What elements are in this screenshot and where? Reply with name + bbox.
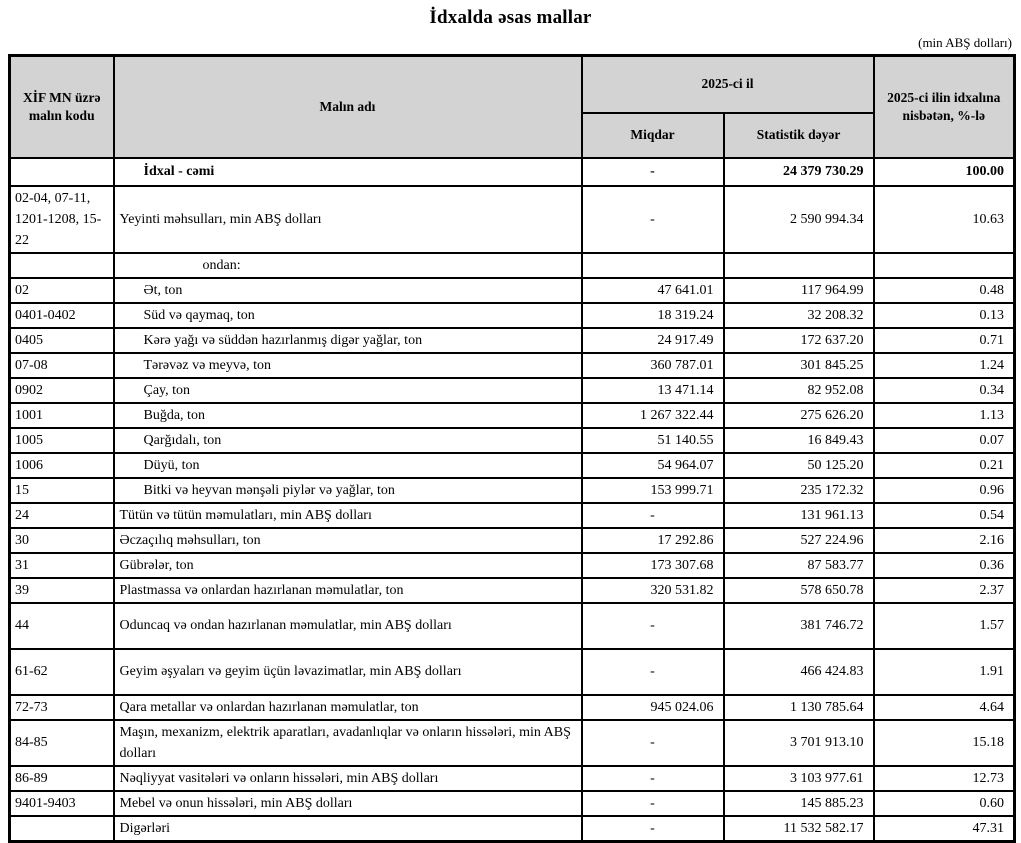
cell-name: ondan: (114, 253, 582, 278)
cell-code: 30 (10, 528, 114, 553)
cell-value (724, 253, 874, 278)
cell-name: Geyim əşyaları və geyim üçün ləvazimatlar, min ABŞ dolları (114, 649, 582, 695)
cell-percent: 1.91 (874, 649, 1015, 695)
cell-value: 578 650.78 (724, 578, 874, 603)
header-percent: 2025-ci ilin idxalına nisbətən, %-lə (874, 56, 1015, 158)
cell-name: Tərəvəz və meyvə, ton (114, 353, 582, 378)
cell-name: Buğda, ton (114, 403, 582, 428)
cell-code (10, 816, 114, 842)
cell-name: Yeyinti məhsulları, min ABŞ dolları (114, 186, 582, 253)
cell-code: 84-85 (10, 720, 114, 766)
cell-code: 24 (10, 503, 114, 528)
cell-code: 1005 (10, 428, 114, 453)
cell-value: 1 130 785.64 (724, 695, 874, 720)
cell-name: Çay, ton (114, 378, 582, 403)
cell-name: Tütün və tütün məmulatları, min ABŞ dolları (114, 503, 582, 528)
cell-value: 466 424.83 (724, 649, 874, 695)
cell-name: Bitki və heyvan mənşəli piylər və yağlar, ton (114, 478, 582, 503)
table-row (10, 528, 1015, 553)
cell-quantity: 17 292.86 (582, 528, 724, 553)
table-row (10, 278, 1015, 303)
cell-code: 72-73 (10, 695, 114, 720)
cell-value: 235 172.32 (724, 478, 874, 503)
cell-percent: 0.13 (874, 303, 1015, 328)
table-row (10, 649, 1015, 695)
table-row (10, 720, 1015, 766)
cell-code: 86-89 (10, 766, 114, 791)
cell-percent: 0.96 (874, 478, 1015, 503)
imports-table (8, 54, 1016, 843)
table-row (10, 503, 1015, 528)
header-code (10, 56, 114, 158)
cell-name: Qarğıdalı, ton (114, 428, 582, 453)
cell-percent: 0.34 (874, 378, 1015, 403)
cell-code: 1001 (10, 403, 114, 428)
cell-quantity: 360 787.01 (582, 353, 724, 378)
cell-code: 07-08 (10, 353, 114, 378)
cell-quantity: 13 471.14 (582, 378, 724, 403)
cell-value: 24 379 730.29 (724, 158, 874, 186)
cell-value: 2 590 994.34 (724, 186, 874, 253)
cell-percent: 0.36 (874, 553, 1015, 578)
cell-quantity: - (582, 503, 724, 528)
table-row (10, 403, 1015, 428)
cell-quantity: - (582, 649, 724, 695)
cell-value: 131 961.13 (724, 503, 874, 528)
cell-percent (874, 253, 1015, 278)
cell-percent: 1.13 (874, 403, 1015, 428)
table-row (10, 353, 1015, 378)
cell-code: 0401-0402 (10, 303, 114, 328)
table-row (10, 453, 1015, 478)
cell-name: Düyü, ton (114, 453, 582, 478)
cell-percent: 0.07 (874, 428, 1015, 453)
cell-name: Digərləri (114, 816, 582, 842)
cell-name: Qara metallar və onlardan hazırlanan məmulatlar, ton (114, 695, 582, 720)
table-body (10, 158, 1015, 842)
cell-percent: 0.60 (874, 791, 1015, 816)
table-row (10, 553, 1015, 578)
cell-value: 527 224.96 (724, 528, 874, 553)
cell-name: İdxal - cəmi (114, 158, 582, 186)
cell-percent: 100.00 (874, 158, 1015, 186)
table-row (10, 816, 1015, 842)
cell-quantity: 945 024.06 (582, 695, 724, 720)
cell-quantity (582, 253, 724, 278)
cell-code: 0405 (10, 328, 114, 353)
cell-percent: 12.73 (874, 766, 1015, 791)
header-year-group: 2025-ci il (582, 56, 874, 113)
page-title: İdxalda əsas mallar (429, 7, 592, 28)
cell-code: 1006 (10, 453, 114, 478)
cell-value: 82 952.08 (724, 378, 874, 403)
cell-quantity: 1 267 322.44 (582, 403, 724, 428)
cell-value: 32 208.32 (724, 303, 874, 328)
cell-code: 31 (10, 553, 114, 578)
cell-code (10, 253, 114, 278)
cell-quantity: 47 641.01 (582, 278, 724, 303)
cell-quantity: 173 307.68 (582, 553, 724, 578)
cell-quantity: - (582, 603, 724, 649)
cell-code (10, 158, 114, 186)
cell-percent: 2.37 (874, 578, 1015, 603)
cell-quantity: - (582, 791, 724, 816)
cell-quantity: 320 531.82 (582, 578, 724, 603)
table-row (10, 158, 1015, 186)
table-row (10, 478, 1015, 503)
cell-code: 39 (10, 578, 114, 603)
table-row (10, 428, 1015, 453)
cell-code: 61-62 (10, 649, 114, 695)
cell-value: 16 849.43 (724, 428, 874, 453)
cell-quantity: 51 140.55 (582, 428, 724, 453)
cell-value: 117 964.99 (724, 278, 874, 303)
cell-value: 275 626.20 (724, 403, 874, 428)
cell-percent: 0.71 (874, 328, 1015, 353)
cell-value: 145 885.23 (724, 791, 874, 816)
table-row (10, 378, 1015, 403)
cell-percent: 0.54 (874, 503, 1015, 528)
cell-name: Kərə yağı və süddən hazırlanmış digər yağlar, ton (114, 328, 582, 353)
cell-code: 44 (10, 603, 114, 649)
cell-code: 02-04, 07-11, 1201-1208, 15-22 (10, 186, 114, 253)
table-header (10, 56, 1015, 158)
cell-quantity: 54 964.07 (582, 453, 724, 478)
cell-quantity: - (582, 186, 724, 253)
cell-name: Süd və qaymaq, ton (114, 303, 582, 328)
header-row-top (10, 56, 1015, 113)
cell-value: 3 103 977.61 (724, 766, 874, 791)
cell-name: Maşın, mexanizm, elektrik aparatları, avadanlıqlar və onların hissələri, min ABŞ dolları (114, 720, 582, 766)
header-quantity: Miqdar (582, 113, 724, 158)
header-code-label: XİF MN üzrə malın kodu (23, 89, 101, 123)
cell-percent: 10.63 (874, 186, 1015, 253)
table-row (10, 328, 1015, 353)
cell-name: Ət, ton (114, 278, 582, 303)
header-stat-value (724, 113, 874, 158)
cell-percent: 1.24 (874, 353, 1015, 378)
cell-name: Gübrələr, ton (114, 553, 582, 578)
cell-value: 50 125.20 (724, 453, 874, 478)
cell-percent: 15.18 (874, 720, 1015, 766)
cell-percent: 0.48 (874, 278, 1015, 303)
cell-quantity: - (582, 816, 724, 842)
table-row (10, 695, 1015, 720)
table-row (10, 578, 1015, 603)
header-name: Malın adı (114, 56, 582, 158)
cell-name: Oduncaq və ondan hazırlanan məmulatlar, min ABŞ dolları (114, 603, 582, 649)
cell-quantity: 18 319.24 (582, 303, 724, 328)
cell-quantity: - (582, 766, 724, 791)
cell-code: 9401-9403 (10, 791, 114, 816)
cell-value: 381 746.72 (724, 603, 874, 649)
cell-percent: 0.21 (874, 453, 1015, 478)
cell-quantity: - (582, 158, 724, 186)
cell-value: 3 701 913.10 (724, 720, 874, 766)
table-row (10, 186, 1015, 253)
cell-name: Mebel və onun hissələri, min ABŞ dolları (114, 791, 582, 816)
cell-code: 15 (10, 478, 114, 503)
cell-percent: 1.57 (874, 603, 1015, 649)
cell-name: Əczaçılıq məhsulları, ton (114, 528, 582, 553)
table-row (10, 253, 1015, 278)
cell-percent: 2.16 (874, 528, 1015, 553)
cell-quantity: 153 999.71 (582, 478, 724, 503)
table-row (10, 303, 1015, 328)
header-stat-value-label: Statistik dəyər (756, 126, 841, 142)
cell-value: 172 637.20 (724, 328, 874, 353)
cell-percent: 4.64 (874, 695, 1015, 720)
table-row (10, 603, 1015, 649)
table-row (10, 766, 1015, 791)
cell-quantity: - (582, 720, 724, 766)
cell-value: 87 583.77 (724, 553, 874, 578)
unit-note: (min ABŞ dolları) (918, 35, 1012, 50)
cell-name: Plastmassa və onlardan hazırlanan məmulatlar, ton (114, 578, 582, 603)
cell-percent: 47.31 (874, 816, 1015, 842)
cell-code: 02 (10, 278, 114, 303)
cell-value: 11 532 582.17 (724, 816, 874, 842)
table-row (10, 791, 1015, 816)
cell-value: 301 845.25 (724, 353, 874, 378)
cell-code: 0902 (10, 378, 114, 403)
cell-quantity: 24 917.49 (582, 328, 724, 353)
cell-name: Nəqliyyat vasitələri və onların hissələri, min ABŞ dolları (114, 766, 582, 791)
